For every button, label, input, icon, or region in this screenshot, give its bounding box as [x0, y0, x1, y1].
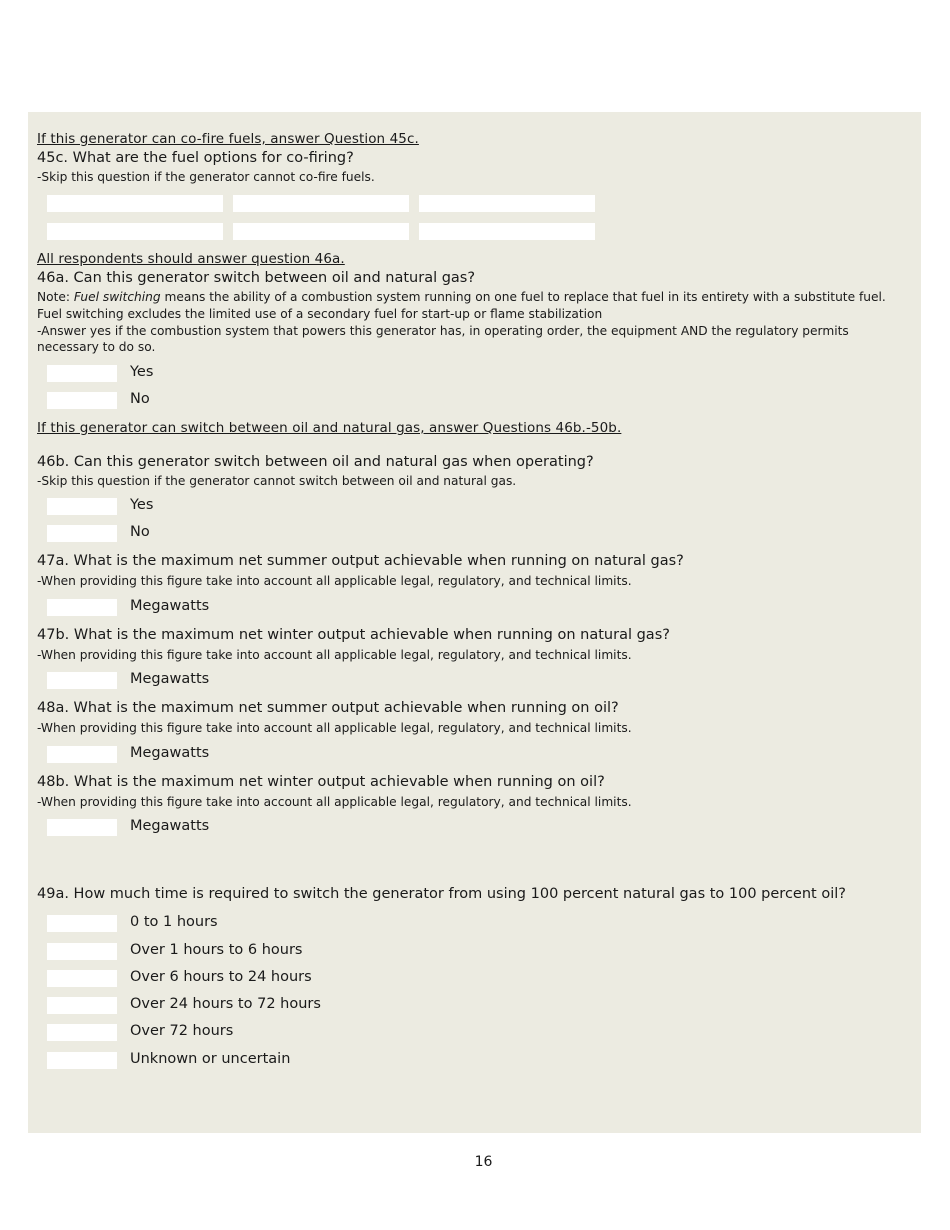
question-47b: 47b. What is the maximum net winter output achievable when running on natural gas?	[37, 627, 670, 643]
q46a-yes-checkbox[interactable]	[47, 365, 117, 382]
note-47a: -When providing this figure take into account all applicable legal, regulatory, and technical limits.	[37, 574, 632, 588]
note-46a-line4: necessary to do so.	[37, 340, 156, 354]
q47b-megawatts-field[interactable]	[47, 672, 117, 689]
cofire-fuel-field-6[interactable]	[419, 223, 595, 240]
note-45c: -Skip this question if the generator cannot co-fire fuels.	[37, 170, 375, 184]
q49a-option-1-checkbox[interactable]	[47, 915, 117, 932]
note-48a: -When providing this figure take into account all applicable legal, regulatory, and technical limits.	[37, 721, 632, 735]
question-45c: 45c. What are the fuel options for co-firing?	[37, 150, 354, 166]
cofire-fuel-field-4[interactable]	[47, 223, 223, 240]
question-49a: 49a. How much time is required to switch the generator from using 100 percent natural gas to 100 percent oil?	[37, 886, 846, 902]
q49a-option-2-checkbox[interactable]	[47, 943, 117, 960]
q48b-unit-label: Megawatts	[130, 818, 210, 834]
q48a-megawatts-field[interactable]	[47, 746, 117, 763]
question-46a: 46a. Can this generator switch between oil and natural gas?	[37, 270, 476, 286]
q49a-option-6-checkbox[interactable]	[47, 1052, 117, 1069]
question-48b: 48b. What is the maximum net winter output achievable when running on oil?	[37, 774, 605, 790]
q49a-option-4-label: Over 24 hours to 72 hours	[130, 996, 321, 1012]
q46b-no-label: No	[130, 524, 150, 540]
note-46a-line3: -Answer yes if the combustion system that powers this generator has, in operating order, the equipment AND the regulatory permits	[37, 324, 849, 338]
q46a-yes-label: Yes	[130, 364, 154, 380]
q49a-option-3-label: Over 6 hours to 24 hours	[130, 969, 312, 985]
note-46a-line2: Fuel switching excludes the limited use of a secondary fuel for start-up or flame stabilization	[37, 307, 603, 321]
note-48b: -When providing this figure take into account all applicable legal, regulatory, and technical limits.	[37, 795, 632, 809]
question-47a: 47a. What is the maximum net summer output achievable when running on natural gas?	[37, 553, 684, 569]
note-46a-line1	[37, 290, 886, 304]
question-48a: 48a. What is the maximum net summer output achievable when running on oil?	[37, 700, 619, 716]
q48a-unit-label: Megawatts	[130, 745, 210, 761]
cofire-fuel-field-1[interactable]	[47, 195, 223, 212]
q49a-option-5-checkbox[interactable]	[47, 1024, 117, 1041]
note-46a-term: Fuel switching	[73, 290, 161, 304]
cofire-fuel-field-5[interactable]	[233, 223, 409, 240]
question-46b: 46b. Can this generator switch between oil and natural gas when operating?	[37, 454, 594, 470]
q49a-option-3-checkbox[interactable]	[47, 970, 117, 987]
note-46a-rest: means the ability of a combustion system running on one fuel to replace that fuel in its entirety with a substitute fuel.	[160, 290, 886, 304]
instruction-46a: All respondents should answer question 46a.	[37, 251, 345, 267]
instruction-45c: If this generator can co-fire fuels, answer Question 45c.	[37, 131, 419, 147]
q49a-option-5-label: Over 72 hours	[130, 1023, 234, 1039]
q49a-option-4-checkbox[interactable]	[47, 997, 117, 1014]
q47a-megawatts-field[interactable]	[47, 599, 117, 616]
q46b-yes-checkbox[interactable]	[47, 498, 117, 515]
note-46b: -Skip this question if the generator cannot switch between oil and natural gas.	[37, 474, 517, 488]
q47b-unit-label: Megawatts	[130, 671, 210, 687]
q49a-option-1-label: 0 to 1 hours	[130, 914, 218, 930]
q49a-option-6-label: Unknown or uncertain	[130, 1051, 291, 1067]
q47a-unit-label: Megawatts	[130, 598, 210, 614]
cofire-fuel-field-3[interactable]	[419, 195, 595, 212]
q46b-yes-label: Yes	[130, 497, 154, 513]
instruction-46b-50b: If this generator can switch between oil and natural gas, answer Questions 46b.-50b.	[37, 420, 622, 436]
note-47b: -When providing this figure take into account all applicable legal, regulatory, and technical limits.	[37, 648, 632, 662]
q46b-no-checkbox[interactable]	[47, 525, 117, 542]
page-number: 16	[474, 1154, 493, 1170]
q48b-megawatts-field[interactable]	[47, 819, 117, 836]
q46a-no-label: No	[130, 391, 150, 407]
q49a-option-2-label: Over 1 hours to 6 hours	[130, 942, 303, 958]
note-46a-prefix: Note:	[37, 290, 74, 304]
q46a-no-checkbox[interactable]	[47, 392, 117, 409]
cofire-fuel-field-2[interactable]	[233, 195, 409, 212]
